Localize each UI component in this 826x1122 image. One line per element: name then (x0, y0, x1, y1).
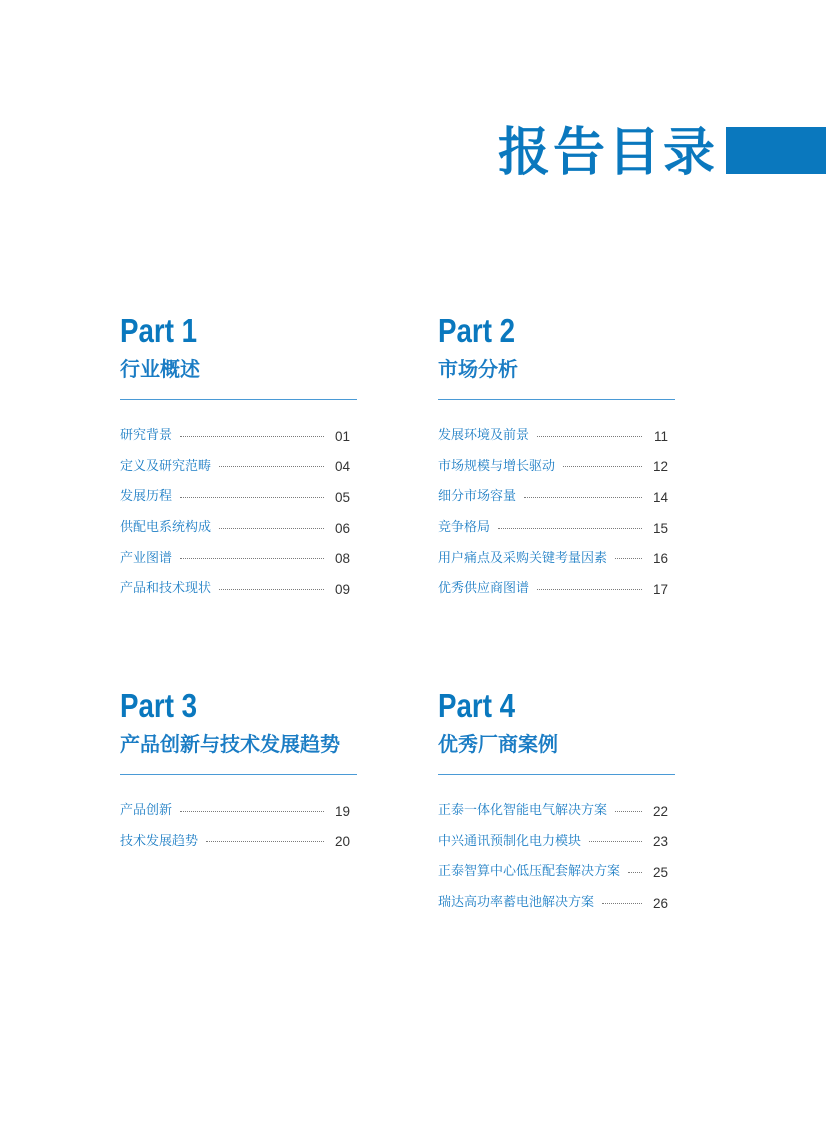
toc-entry-page-number: 15 (652, 520, 668, 536)
toc-section-part-2 (438, 313, 696, 605)
toc-section-part-1 (120, 313, 378, 605)
part-label: Part 4 (438, 687, 516, 724)
toc-entry-label: 正泰一体化智能电气解决方案 (438, 803, 608, 819)
toc-entry[interactable] (438, 827, 668, 858)
part-label: Part 3 (120, 687, 198, 724)
section-title: 产品创新与技术发展趋势 (120, 732, 340, 756)
toc-list (120, 796, 378, 857)
toc-entry[interactable] (120, 421, 350, 452)
toc-entry-label: 技术发展趋势 (120, 833, 199, 849)
toc-entry-label: 发展历程 (120, 489, 173, 505)
toc-entry-page-number: 20 (334, 834, 350, 850)
toc-entry-label: 正泰智算中心低压配套解决方案 (438, 864, 621, 880)
dot-leader (219, 466, 324, 467)
toc-entry-page-number: 14 (652, 489, 668, 505)
page-title: 报告目录 (498, 123, 719, 183)
section-title: 行业概述 (120, 357, 200, 381)
dot-leader (180, 811, 324, 812)
toc-entry-label: 优秀供应商图谱 (438, 581, 530, 597)
toc-entry[interactable] (120, 482, 350, 513)
dot-leader (615, 558, 642, 559)
toc-entry-label: 中兴通讯预制化电力模块 (438, 833, 582, 849)
toc-entry[interactable] (438, 574, 668, 605)
toc-list (438, 796, 696, 918)
toc-entry-label: 产品和技术现状 (120, 581, 212, 597)
toc-entry[interactable] (120, 452, 350, 483)
dot-leader (615, 811, 642, 812)
dot-leader (180, 558, 324, 559)
toc-entry-page-number: 06 (334, 520, 350, 536)
toc-entry-label: 产品创新 (120, 803, 173, 819)
toc-entry[interactable] (438, 796, 668, 827)
toc-entry-label: 市场规模与增长驱动 (438, 458, 556, 474)
toc-entry-page-number: 25 (652, 864, 668, 880)
toc-entry[interactable] (438, 452, 668, 483)
section-divider (120, 774, 357, 775)
toc-entry-label: 竞争格局 (438, 520, 491, 536)
toc-entry[interactable] (120, 827, 350, 858)
section-title: 市场分析 (438, 357, 518, 381)
toc-entry-page-number: 08 (334, 551, 350, 567)
dot-leader (219, 589, 324, 590)
toc-entry-page-number: 16 (652, 551, 668, 567)
dot-leader (589, 841, 642, 842)
toc-entry-page-number: 26 (652, 895, 668, 911)
dot-leader (602, 903, 642, 904)
part-label: Part 1 (120, 312, 198, 349)
toc-entry-label: 细分市场容量 (438, 489, 517, 505)
toc-entry-page-number: 19 (334, 803, 350, 819)
toc-entry[interactable] (438, 857, 668, 888)
toc-entry[interactable] (120, 796, 350, 827)
toc-entry-page-number: 05 (334, 489, 350, 505)
toc-entry-page-number: 17 (652, 581, 668, 597)
toc-entry-label: 定义及研究范畴 (120, 458, 212, 474)
toc-section-part-4 (438, 688, 696, 918)
toc-entry-page-number: 09 (334, 581, 350, 597)
toc-entry-label: 用户痛点及采购关键考量因素 (438, 550, 608, 566)
dot-leader (537, 436, 642, 437)
toc-entry-label: 发展环境及前景 (438, 428, 530, 444)
toc-entry[interactable] (438, 421, 668, 452)
toc-entry-page-number: 12 (652, 459, 668, 475)
toc-section-part-3 (120, 688, 378, 857)
toc-entry[interactable] (438, 513, 668, 544)
toc-entry-page-number: 04 (334, 459, 350, 475)
dot-leader (498, 528, 642, 529)
toc-entry[interactable] (120, 543, 350, 574)
toc-entry-page-number: 22 (652, 803, 668, 819)
toc-entry-label: 供配电系统构成 (120, 520, 212, 536)
dot-leader (524, 497, 642, 498)
dot-leader (563, 466, 642, 467)
dot-leader (628, 872, 642, 873)
toc-entry-page-number: 23 (652, 834, 668, 850)
dot-leader (180, 436, 324, 437)
toc-entry-label: 瑞达高功率蓄电池解决方案 (438, 895, 595, 911)
section-divider (120, 399, 357, 400)
toc-entry[interactable] (438, 543, 668, 574)
toc-entry[interactable] (120, 574, 350, 605)
toc-entry-label: 产业图谱 (120, 550, 173, 566)
toc-entry-label: 研究背景 (120, 428, 173, 444)
section-title: 优秀厂商案例 (438, 732, 558, 756)
toc-entry-page-number: 11 (653, 428, 668, 444)
toc-entry-page-number: 01 (334, 428, 350, 444)
section-divider (438, 774, 675, 775)
part-label: Part 2 (438, 312, 516, 349)
toc-entry[interactable] (120, 513, 350, 544)
section-divider (438, 399, 675, 400)
header-accent-bar (726, 127, 826, 174)
toc-list (438, 421, 696, 605)
toc-entry[interactable] (438, 482, 668, 513)
dot-leader (206, 841, 324, 842)
dot-leader (537, 589, 642, 590)
toc-list (120, 421, 378, 605)
toc-entry[interactable] (438, 888, 668, 919)
dot-leader (180, 497, 324, 498)
dot-leader (219, 528, 324, 529)
